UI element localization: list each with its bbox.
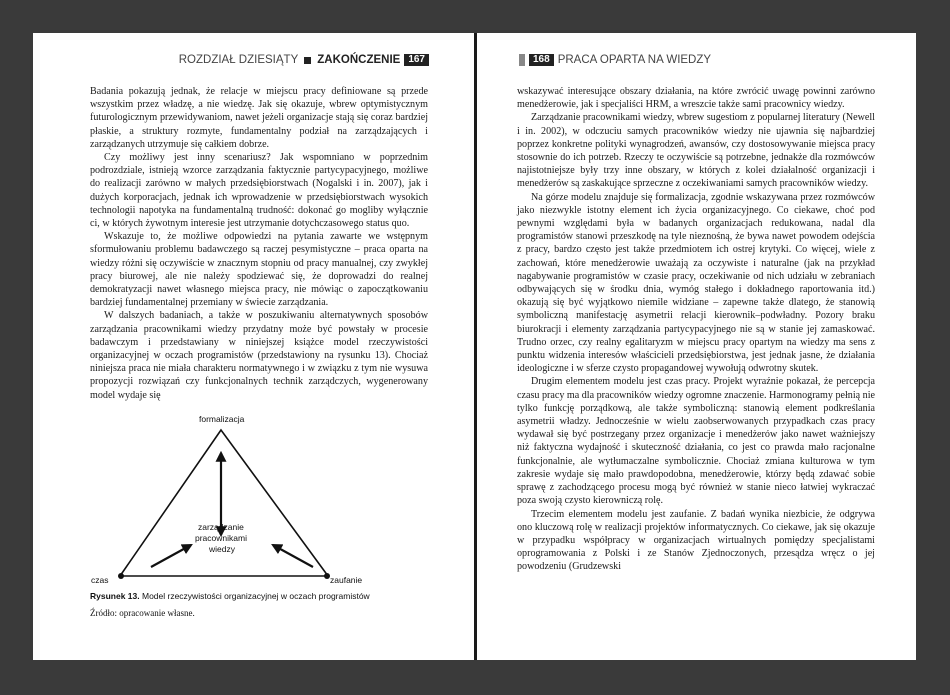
label-center-2: pracownikami <box>195 533 247 543</box>
arrow-czas <box>151 545 191 567</box>
body-text-right <box>517 85 875 574</box>
label-zaufanie: zaufanie <box>330 575 363 585</box>
triangle-diagram <box>83 413 383 583</box>
label-formalizacja: formalizacja <box>199 414 245 424</box>
running-head-left <box>179 53 429 67</box>
paragraph: Badania pokazują jednak, że relacje w miejscu pracy definiowane są przede wszystkim przez władzę, a nie wiedzę. Jak się okazuje, wbrew optymistycznym futurologicznym przewidywaniom, nawet jeżeli organizacje stają się coraz bardziej płaskie, a struktury rozmyte, fundamentalny podział na zarządzających i zarządzanych utrzymuje się całkiem dobrze. <box>90 86 428 150</box>
page-number-bar <box>519 54 525 66</box>
paragraph: Zarządzanie pracownikami wiedzy, wbrew sugestiom z popularnej literatury (Newell i in. 2002), w odczuciu samych pracowników wiedzy nie ujawnia się najbardziej poprzez konkretne polityki wynagrodzeń, awansów, czy dostosowywanie miejsca pracy stosownie do ich potrzeb. Rzeczy te oczywiście są potrzebne, jednakże dla rozmówców najistotniejsze były trzy inne obszary, w których z kolei działalność organizacji i menedżerów są zaskakujące sprzeczne z oczekiwaniami samych pracowników wiedzy. <box>517 112 875 190</box>
vertex-left <box>118 573 124 579</box>
paragraph: Na górze modelu znajduje się formalizacja, zgodnie wskazywana przez rozmówców jako niezwykle istotny element ich życia organizacyjnego. Co ciekawe, choć pod pewnymi względami była w badanych organizacjach redukowana, nadal dla programistów stanowi przeszkodę na tyle nieznośną, że bywa nawet powodem odejścia z pracy, bardzo często jest także przedmiotem ich ostrej krytyki. Co więcej, wiele z zachowań, które menedżerowie uważają za oczywiste i naturalne (jak na przykład nagabywanie programistów w czasie pracy, oczekiwanie od nich udziału w zebraniach odbywających się w środku dnia, wymóg stałego i dokładnego raportowania itd.) okazują się być wyjątkowo niemile widziane – zapewne także dlatego, że stanowią symboliczną manifestację asymetrii relacji kierownik–podwładny. Pozory braku biurokracji i elementy zarządzania partycypacyjnego nie są w stanie jej zamaskować. Trudno orzec, czy realny egalitaryzm w miejscu pracy opartym na wiedzy ma sens z punktu widzenia interesów właścicieli przedsiębiorstwa, jest jednak jasne, że działania ideologiczne i w sferze czysto propagandowej wywołują odwrotny skutek. <box>517 191 875 375</box>
figure-source: Źródło: opracowanie własne. <box>90 608 195 618</box>
running-head-section: ZAKOŃCZENIE <box>317 54 401 66</box>
paragraph: wskazywać interesujące obszary działania, na które zwrócić uwagę powinni zarówno menedżerowie, jak i specjaliści HRM, a wreszcie także sami pracownicy wiedzy. <box>517 86 875 111</box>
right-page <box>477 33 916 660</box>
running-head-section: PRACA OPARTA NA WIEDZY <box>557 54 712 66</box>
figure-13-triangle-model <box>83 413 383 583</box>
paragraph: Drugim elementem modelu jest czas pracy. Projekt wyraźnie pokazał, że percepcja czasu pracy ma dla pracowników wiedzy ogromne znaczenie. Harmonogramy pełnią nie tylko funkcję porządkową, ale także symboliczną: stanowią element podkreślania asymetrii władzy. Jednocześnie w wielu zaobserwowanych przypadkach czas pracy wydawał się być postrzegany przez organizacje i menedżerów jako nawet ważniejszy niż faktyczna wydajność i skuteczność działania, co jest co prawda mało racjonalne funkcjonalnie, ale wytłumaczalne symbolicznie. Chociaż zmiana kulturowa w tym zakresie wydaje się mało prawdopodobna, menedżerowie, którzy będą zdawać sobie sprawę z zachodzącego procesu mogą być również w stanie nieco łatwiej wykraczać poza swoją czysto kierowniczą rolę. <box>517 376 875 507</box>
triangle-outline <box>120 430 328 576</box>
running-head-right <box>519 53 711 67</box>
running-head-chapter: ROZDZIAŁ DZIESIĄTY <box>178 54 299 66</box>
page-number: 168 <box>529 54 554 66</box>
label-center-1: zarządzanie <box>198 522 244 532</box>
label-center-3: wiedzy <box>209 544 235 554</box>
paragraph: Trzecim elementem modelu jest zaufanie. Z badań wynika niezbicie, że odgrywa ono kluczową rolę w realizacji projektów informatycznych. Co ciekawe, jak się okazuje w przypadku współpracy w organizacjach wirtualnych pomiędzy specjalistami oprogramowania z Polski i ze Stanów Zjednoczonych, przesądza wręcz o jej powodzeniu (Grudzewski <box>517 508 875 573</box>
left-page <box>33 33 474 660</box>
figure-caption <box>90 591 430 601</box>
figure-caption-text: Model rzeczywistości organizacyjnej w oczach programistów <box>139 591 370 601</box>
figure-caption-number: Rysunek 13. <box>90 591 140 601</box>
page-number: 167 <box>404 54 429 66</box>
paragraph: Wskazuje to, że możliwe odpowiedzi na pytania zawarte we wstępnym sformułowaniu problemu badawczego są raczej pesymistyczne – praca oparta na wiedzy różni się oczywiście w znacznym stopniu od pracy manualnej, czy zwykłej pracy biurowej, ale nie należy spodziewać się, że doprowadzi do realnej demokratyzacji nawet własnego miejsca pracy, nie mówiąc o zapoczątkowaniu bardziej fundamentalnej przemiany w świecie zarządzania. <box>90 231 428 309</box>
square-bullet-icon <box>304 57 311 64</box>
paragraph: W dalszych badaniach, a także w poszukiwaniu alternatywnych sposobów zarządzania pracownikami wiedzy przydatny może być powstały w procesie badawczym i przedstawiany w niniejszej książce model rzeczywistości organizacyjnej w oczach programistów (przedstawiony na rysunku 13). Chociaż niniejsza praca nie miała charakteru normatywnego i w związku z tym nie wysuwa propozycji rozwiązań czy funkcjonalnych technik zarządczych, wygenerowany model wydaje się <box>90 310 428 401</box>
paragraph: Czy możliwy jest inny scenariusz? Jak wspomniano w poprzednim podrozdziale, istnieją wzorce zarządzania faktycznie partycypacyjnego, możliwe do realizacji zarówno w małych przedsiębiorstwach (Nogalski i in. 2007), jak i dużych korporacjach, jednak ich wprowadzenie w przedsiębiorstwach wysokich technologii napotyka na fundamentalną trudność: dokonać go mogliby wyłącznie ci, w których żywotnym interesie jest utrzymanie dotychczasowego status quo. <box>90 152 428 230</box>
body-text-left <box>90 85 428 402</box>
label-czas: czas <box>91 575 109 585</box>
